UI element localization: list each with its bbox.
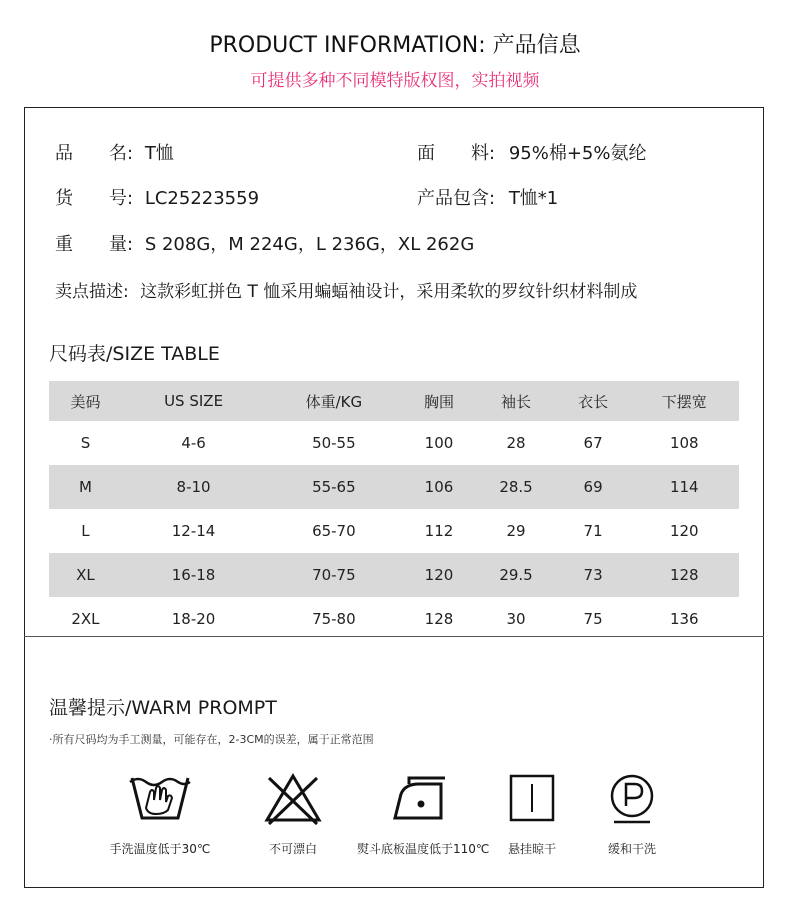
- info-sku-label: 货 号:: [55, 188, 134, 209]
- table-cell: XL: [76, 566, 95, 584]
- table-cell: 28: [506, 434, 526, 452]
- care-label: 不可漂白: [268, 842, 317, 856]
- table-cell: 67: [583, 434, 603, 452]
- care-label: 熨斗底板温度低于110℃: [357, 842, 490, 856]
- table-cell: 12-14: [171, 522, 216, 540]
- size-table-title: 尺码表/SIZE TABLE: [49, 343, 220, 365]
- table-cell: 18-20: [171, 610, 216, 628]
- info-fabric: [417, 139, 646, 165]
- table-cell: L: [81, 522, 90, 540]
- table-row: [49, 465, 739, 509]
- table-cell: M: [78, 478, 92, 496]
- info-sku-value: LC25223559: [144, 188, 260, 209]
- care-label: 悬挂晾干: [507, 842, 556, 856]
- care-item: [233, 770, 353, 857]
- care-label: 手洗温度低于30℃: [109, 842, 211, 856]
- table-cell: 114: [669, 478, 699, 496]
- col-header: 美码: [70, 392, 101, 411]
- table-row: [49, 509, 739, 553]
- table-cell: 100: [424, 434, 454, 452]
- table-cell: 2XL: [71, 610, 100, 628]
- table-cell: 69: [583, 478, 603, 496]
- table-cell: 136: [669, 610, 699, 628]
- table-cell: 55-65: [312, 478, 356, 496]
- info-weight-value: S 208G，M 224G，L 236G，XL 262G: [144, 234, 475, 255]
- page-title: PRODUCT INFORMATION: 产品信息: [209, 33, 581, 58]
- table-cell: 30: [506, 610, 526, 628]
- info-sku: [55, 184, 259, 210]
- table-cell: 120: [424, 566, 454, 584]
- page-subtitle: 可提供多种不同模特版权图，实拍视频: [250, 71, 540, 91]
- care-item: [100, 770, 220, 857]
- no-bleach-icon: [261, 770, 325, 826]
- info-description: [55, 277, 637, 302]
- table-cell: 108: [669, 434, 699, 452]
- table-cell: 4-6: [181, 434, 206, 452]
- table-cell: 128: [669, 566, 699, 584]
- info-includes-label: 产品包含:: [417, 188, 496, 209]
- table-row: [49, 597, 739, 641]
- info-includes: [417, 184, 558, 210]
- warm-prompt-title: 温馨提示/WARM PROMPT: [49, 697, 277, 719]
- line-dry-icon: [500, 770, 564, 826]
- table-cell: 128: [424, 610, 454, 628]
- table-cell: 112: [424, 522, 454, 540]
- table-header-row: [49, 381, 739, 421]
- info-fabric-label: 面 料:: [417, 143, 496, 164]
- col-header: 下摆宽: [661, 392, 707, 411]
- gentle-dry-clean-icon: [600, 770, 664, 826]
- table-row: [49, 421, 739, 465]
- col-header: 胸围: [423, 392, 454, 411]
- table-cell: 120: [669, 522, 699, 540]
- size-table: [49, 381, 739, 641]
- table-cell: 71: [583, 522, 603, 540]
- info-desc-label: 卖点描述:: [55, 282, 129, 302]
- table-cell: 50-55: [312, 434, 356, 452]
- care-item: [572, 770, 692, 857]
- table-cell: 70-75: [312, 566, 356, 584]
- table-cell: 75: [583, 610, 603, 628]
- table-cell: 29.5: [499, 566, 533, 584]
- info-name: [55, 139, 174, 165]
- care-label: 缓和干洗: [607, 842, 656, 856]
- table-cell: 75-80: [312, 610, 356, 628]
- table-row: [49, 553, 739, 597]
- col-header: 体重/KG: [305, 392, 363, 411]
- info-weight: [55, 230, 474, 256]
- care-item: [357, 770, 489, 857]
- info-weight-label: 重 量:: [55, 234, 134, 255]
- table-cell: 8-10: [176, 478, 211, 496]
- table-cell: 73: [583, 566, 603, 584]
- hand-wash-icon: [128, 770, 192, 826]
- iron-low-icon: [391, 770, 455, 826]
- table-cell: S: [80, 434, 91, 452]
- info-name-label: 品 名:: [55, 143, 134, 164]
- col-header: 袖长: [501, 392, 532, 411]
- table-cell: 65-70: [312, 522, 356, 540]
- info-name-value: T恤: [144, 143, 174, 164]
- table-cell: 28.5: [499, 478, 533, 496]
- info-desc-value: 这款彩虹拼色 T 恤采用蝙蝠袖设计，采用柔软的罗纹针织材料制成: [140, 282, 638, 302]
- table-cell: 16-18: [171, 566, 216, 584]
- col-header: US SIZE: [164, 392, 224, 410]
- info-includes-value: T恤*1: [508, 188, 559, 209]
- info-fabric-value: 95%棉+5%氨纶: [508, 143, 647, 164]
- table-cell: 29: [506, 522, 526, 540]
- measurement-note: ·所有尺码均为手工测量，可能存在，2-3CM的误差，属于正常范围: [49, 733, 374, 746]
- col-header: 衣长: [578, 392, 609, 411]
- table-cell: 106: [424, 478, 454, 496]
